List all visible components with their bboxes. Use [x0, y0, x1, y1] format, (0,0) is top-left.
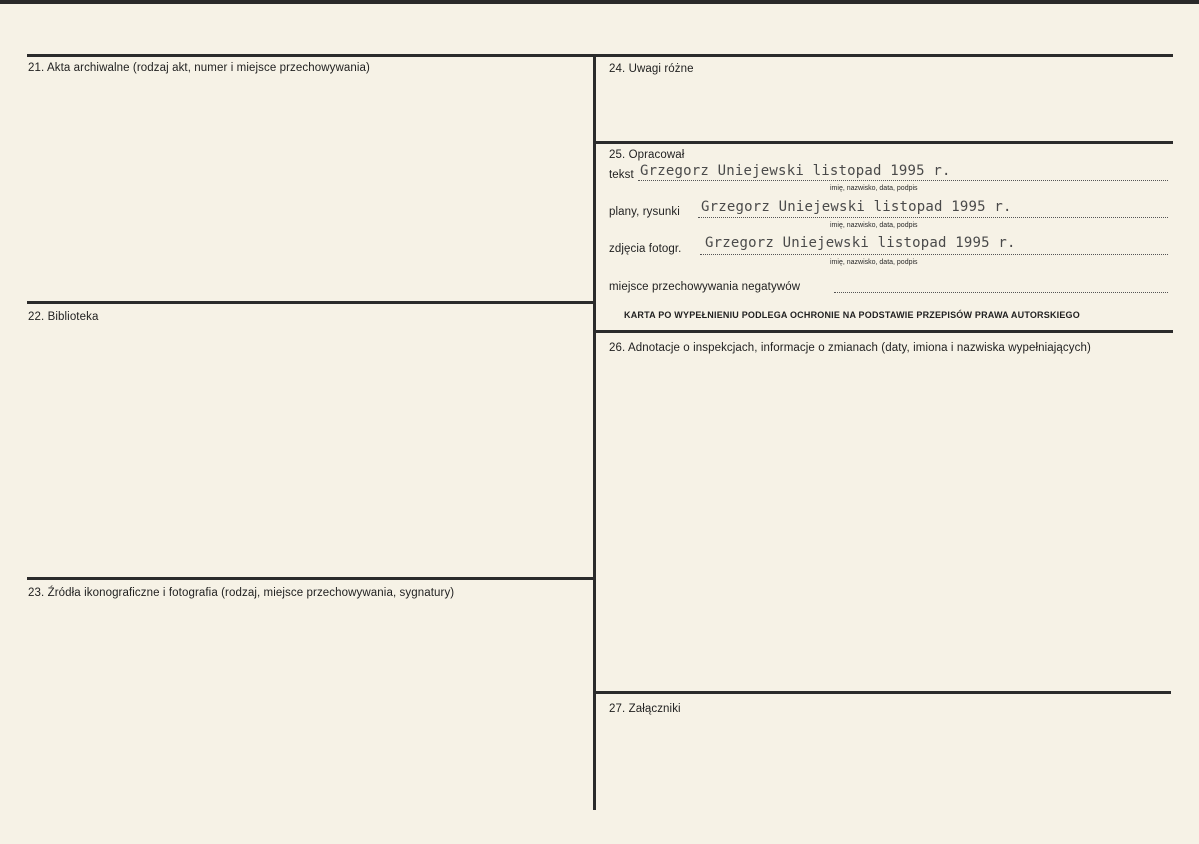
section-21-label: 21. Akta archiwalne (rodzaj akt, numer i miejsce przechowywania)	[28, 62, 370, 74]
plany-label: plany, rysunki	[609, 206, 680, 218]
section-26-label: 26. Adnotacje o inspekcjach, informacje o zmianach (daty, imiona i nazwiska wypełniających)	[609, 342, 1091, 354]
zdjecia-field-line	[700, 254, 1168, 255]
section-22-label: 22. Biblioteka	[28, 311, 99, 323]
zdjecia-label: zdjęcia fotogr.	[609, 243, 682, 255]
rule-center-vertical	[593, 55, 596, 810]
tekst-field-line	[638, 180, 1168, 181]
rule-26-top	[596, 330, 1173, 333]
plany-value: Grzegorz Uniejewski listopad 1995 r.	[701, 199, 1012, 215]
rule-23-top	[27, 577, 595, 580]
negatywy-label: miejsce przechowywania negatywów	[609, 281, 801, 293]
section-23-label: 23. Źródła ikonograficzne i fotografia (rodzaj, miejsce przechowywania, sygnatury)	[28, 587, 455, 599]
page-top-edge	[0, 0, 1199, 4]
plany-field-line	[698, 217, 1168, 218]
tekst-caption: imię, nazwisko, data, podpis	[830, 185, 918, 192]
rule-22-top	[27, 301, 595, 304]
tekst-label: tekst	[609, 169, 634, 181]
copyright-notice: KARTA PO WYPEŁNIENIU PODLEGA OCHRONIE NA PODSTAWIE PRZEPISÓW PRAWA AUTORSKIEGO	[624, 310, 1080, 320]
rule-25-top	[596, 141, 1173, 144]
zdjecia-value: Grzegorz Uniejewski listopad 1995 r.	[705, 235, 1016, 251]
negatywy-field-line	[834, 292, 1168, 293]
zdjecia-caption: imię, nazwisko, data, podpis	[830, 259, 918, 266]
section-24-label: 24. Uwagi różne	[609, 63, 694, 75]
rule-top	[27, 54, 1173, 57]
tekst-value: Grzegorz Uniejewski listopad 1995 r.	[640, 163, 951, 179]
section-25-label: 25. Opracował	[609, 149, 685, 161]
section-27-label: 27. Załączniki	[609, 703, 681, 715]
rule-27-top	[596, 691, 1171, 694]
plany-caption: imię, nazwisko, data, podpis	[830, 222, 918, 229]
